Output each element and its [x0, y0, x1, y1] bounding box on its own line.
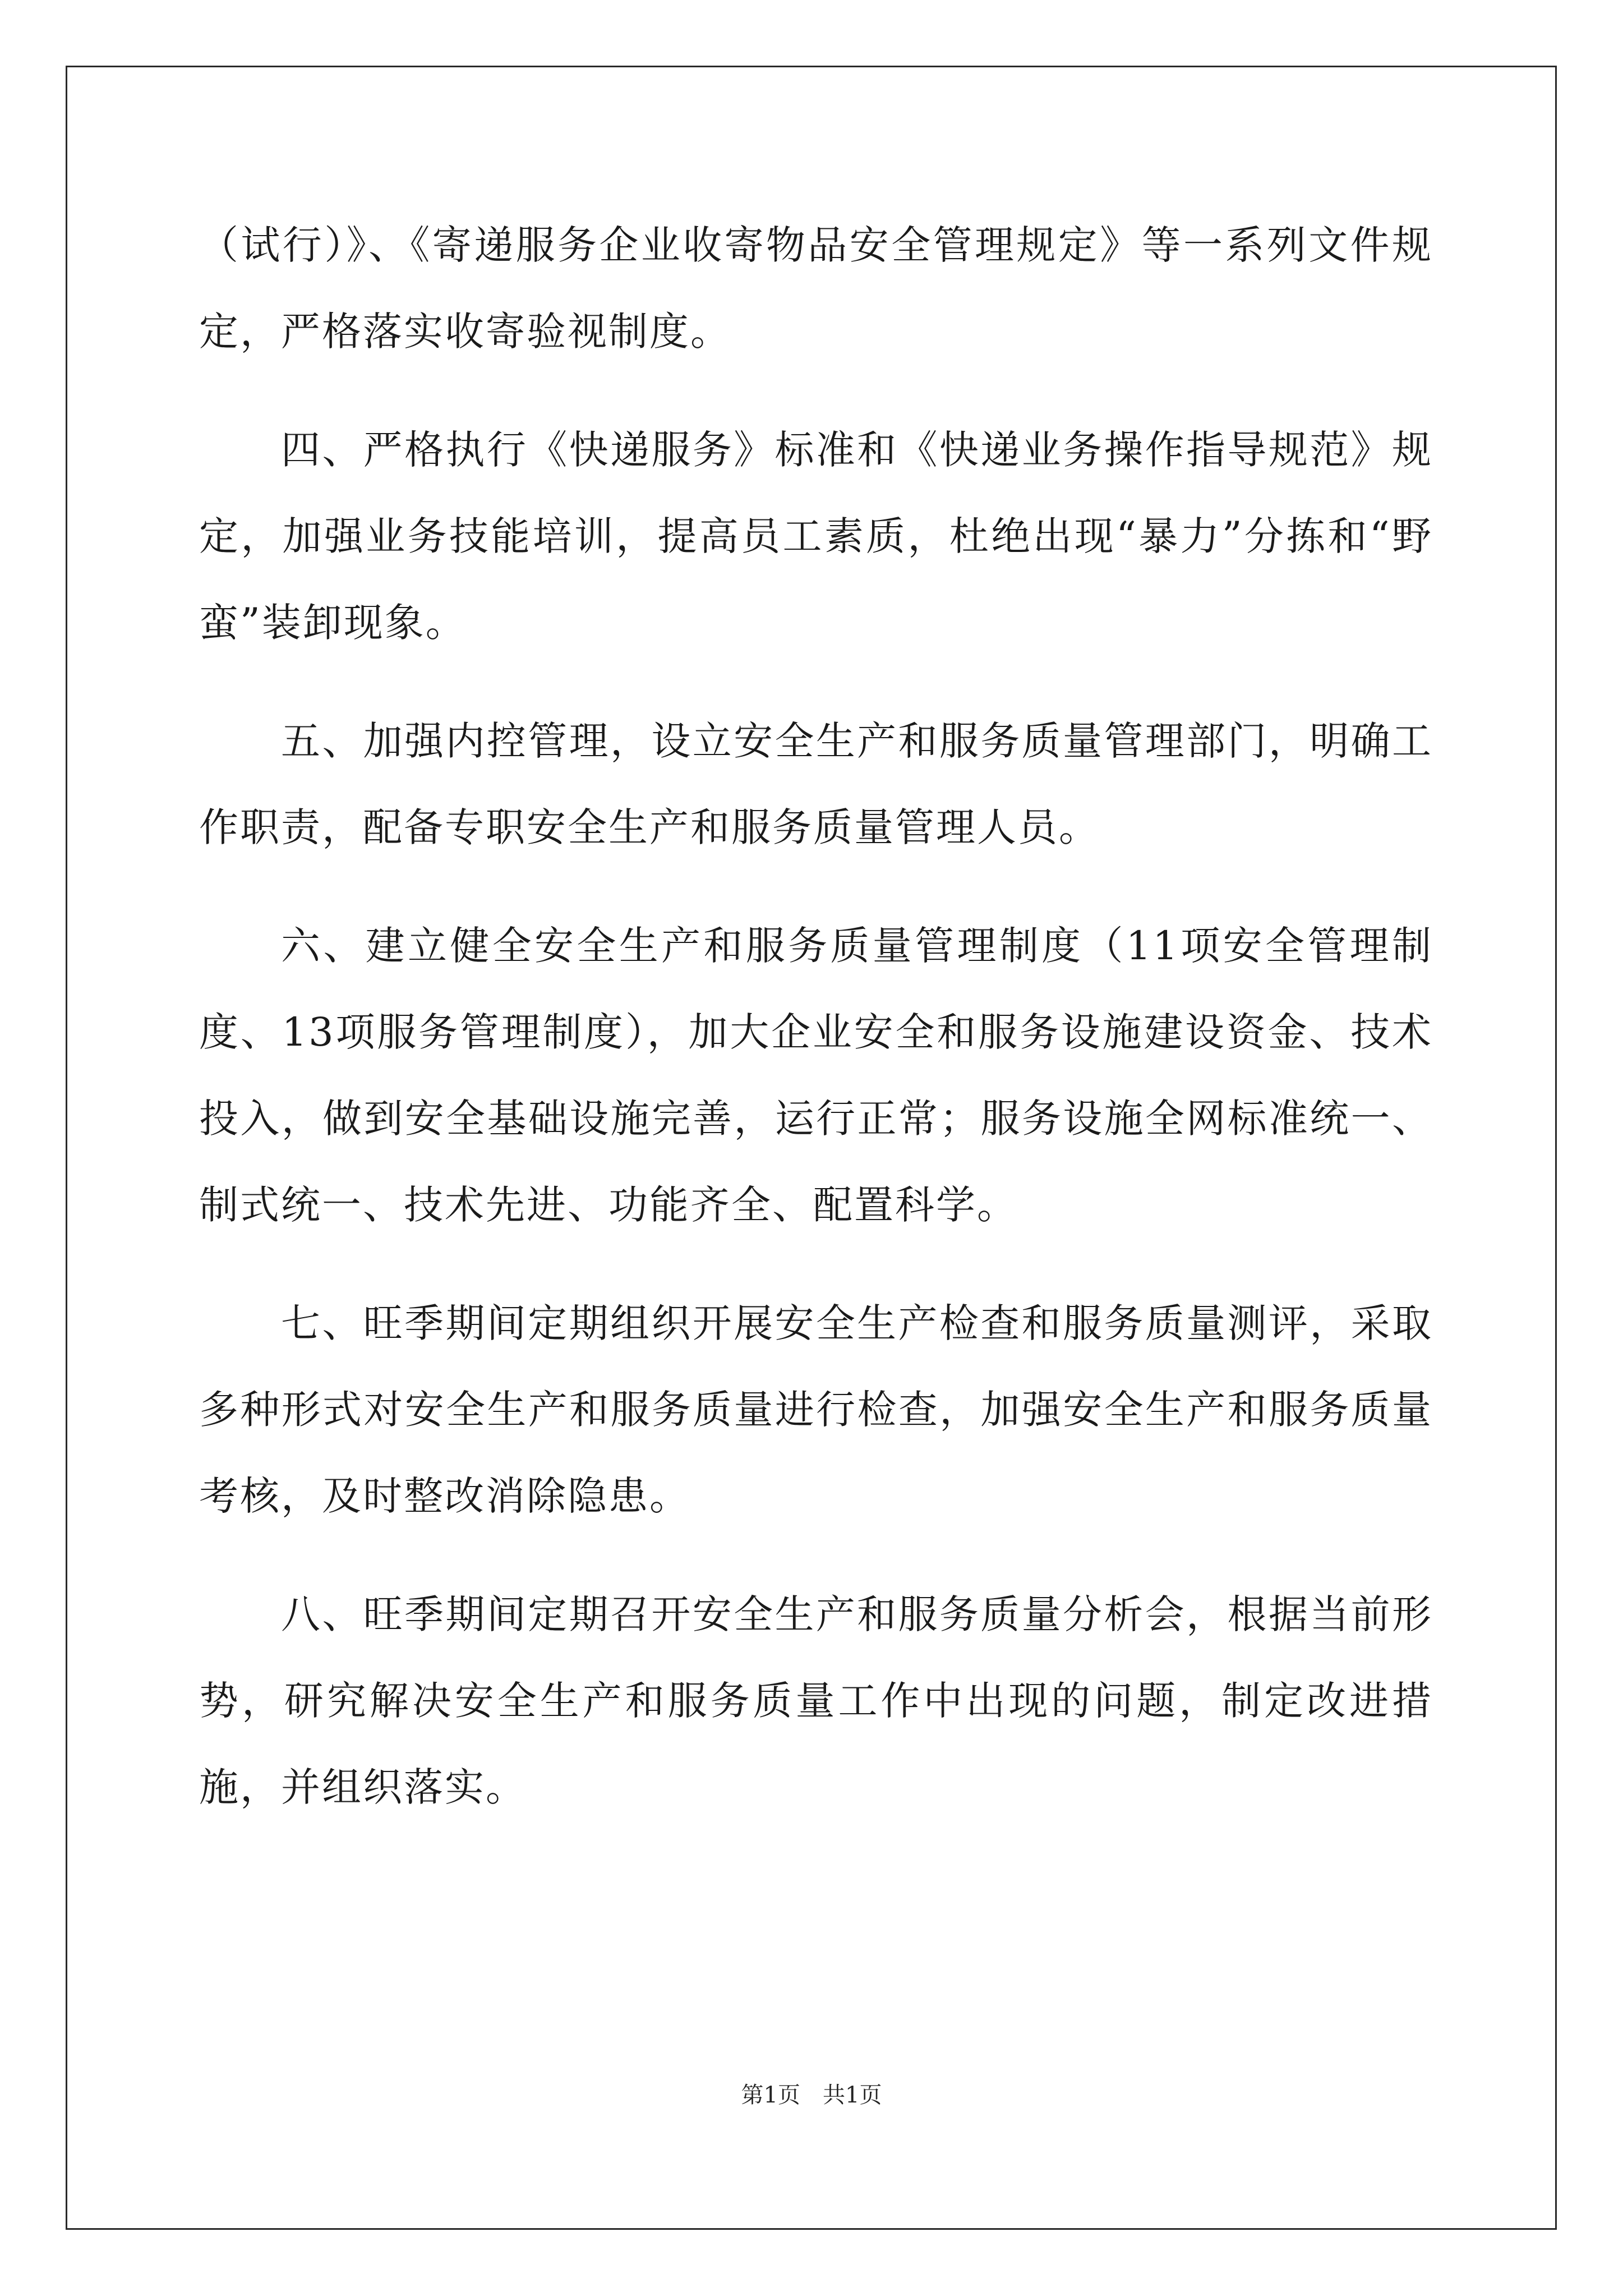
paragraph-item-8: 八、旺季期间定期召开安全生产和服务质量分析会，根据当前形势，研究解决安全生产和服务质量工作中出现的问题，制定改进措施，并组织落实。	[199, 1591, 1433, 1810]
paragraph-item-7: 七、旺季期间定期组织开展安全生产检查和服务质量测评，采取多种形式对安全生产和服务质量进行检查，加强安全生产和服务质量考核，及时整改消除隐患。	[199, 1300, 1433, 1519]
paragraph-continuation: （试行）》、《寄递服务企业收寄物品安全管理规定》等一系列文件规定，严格落实收寄验视制度。	[199, 222, 1433, 355]
page-number-total: 共1页	[823, 2082, 882, 2108]
paragraph-item-4: 四、严格执行《快递服务》标准和《快递业务操作指导规范》规定，加强业务技能培训，提高员工素质，杜绝出现“暴力”分拣和“野蛮”装卸现象。	[199, 427, 1433, 646]
page-footer	[0, 2078, 1623, 2112]
paragraph-item-5: 五、加强内控管理，设立安全生产和服务质量管理部门，明确工作职责，配备专职安全生产和服务质量管理人员。	[199, 718, 1433, 850]
document-body	[199, 202, 1433, 1862]
page-number-current: 第1页	[741, 2082, 800, 2108]
paragraph-item-6: 六、建立健全安全生产和服务质量管理制度（11项安全管理制度、13项服务管理制度），加大企业安全和服务设施建设资金、技术投入，做到安全基础设施完善，运行正常；服务设施全网标准统一、制式统一、技术先进、功能齐全、配置科学。	[199, 923, 1433, 1228]
